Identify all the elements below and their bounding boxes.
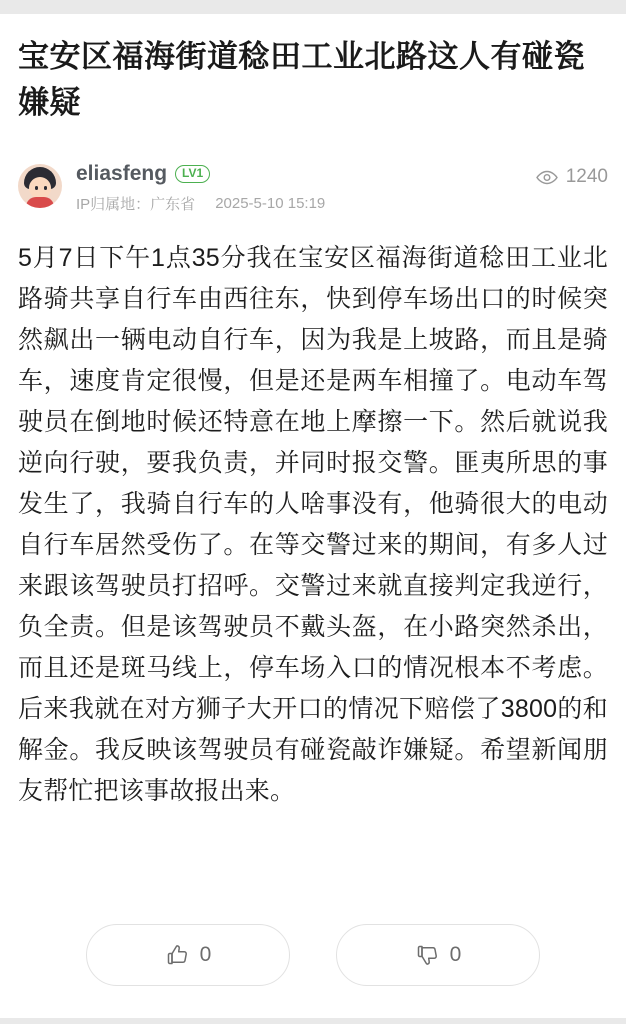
author-sub-line bbox=[76, 193, 608, 214]
level-badge: LV1 bbox=[175, 165, 210, 183]
post-timestamp: 2025-5-10 15:19 bbox=[215, 195, 326, 212]
view-count-value: 1240 bbox=[565, 166, 608, 187]
like-button[interactable] bbox=[86, 924, 290, 986]
view-count bbox=[536, 166, 608, 188]
eye-icon bbox=[536, 170, 558, 185]
dislike-button[interactable] bbox=[336, 924, 540, 986]
page-title: 宝安区福海街道稔田工业北路这人有碰瓷嫌疑 bbox=[18, 39, 585, 120]
like-count: 0 bbox=[199, 943, 212, 966]
avatar-body bbox=[26, 197, 54, 208]
post-meta bbox=[18, 162, 608, 214]
avatar[interactable] bbox=[18, 164, 62, 208]
ip-location: IP归属地：广东省 bbox=[76, 196, 196, 213]
post-content bbox=[0, 14, 626, 898]
dislike-count: 0 bbox=[449, 943, 462, 966]
avatar-eye-left bbox=[35, 186, 38, 190]
top-spacer bbox=[0, 0, 626, 14]
avatar-eye-right bbox=[44, 186, 47, 190]
avatar-face bbox=[29, 177, 51, 199]
author-name-line bbox=[76, 162, 608, 186]
post-body: 5月7日下午1点35分我在宝安区福海街道稔田工业北路骑共享自行车由西往东，快到停车场出口的时候突然飙出一辆电动自行车，因为我是上坡路，而且是骑车，速度肯定很慢，但是还是两车相撞了。电动车驾驶员在倒地时候还特意在地上摩擦一下。然后就说我逆向行驶，要我负责，并同时报交警。匪夷所思的事发生了，我骑自行车的人啥事没有，他骑很大的电动自行车居然受伤了。在等交警过来的期间，有多人过来跟该驾驶员打招呼。交警过来就直接判定我逆行，负全责。但是该驾驶员不戴头盔，在小路突然杀出，而且还是斑马线上，停车场入口的情况根本不考虑。后来我就在对方狮子大开口的情况下赔偿了3800的和解金。我反映该驾驶员有碰瓷敲诈嫌疑。希望新闻朋友帮忙把该事故报出来。 bbox=[18, 244, 608, 805]
author-name[interactable]: eliasfeng bbox=[76, 162, 168, 185]
post-actions bbox=[0, 898, 626, 1018]
thumbs-down-icon bbox=[415, 942, 441, 968]
bottom-spacer bbox=[0, 1018, 626, 1024]
thumbs-up-icon bbox=[165, 942, 191, 968]
author-block bbox=[76, 162, 608, 214]
